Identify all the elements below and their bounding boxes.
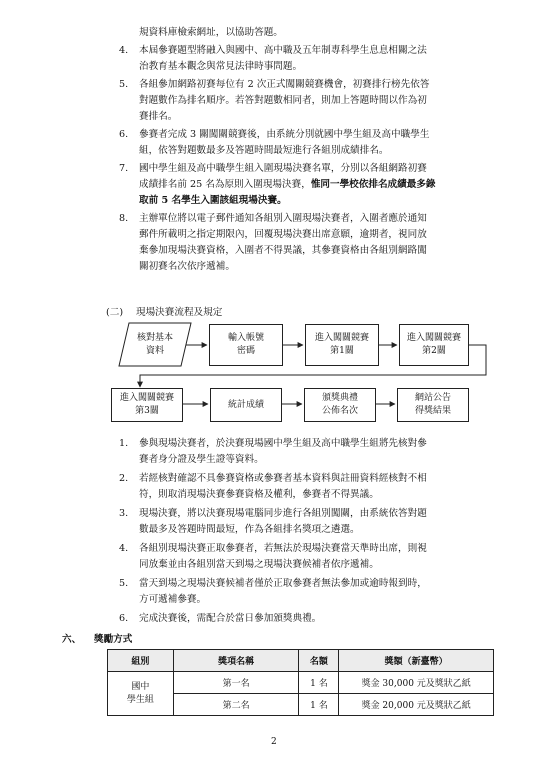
flow-step-verify-data: 核對基本 資料 [136, 333, 173, 356]
rule-text-line: 賽排名。 [139, 111, 178, 122]
table-header-cell: 獎額（新臺幣） [339, 650, 494, 672]
flow-step-website-announcement: 網站公告 得獎結果 [397, 388, 469, 422]
flow-step-award-ceremony: 頒獎典禮 公佈名次 [304, 388, 376, 422]
section-number: (二) [106, 307, 124, 318]
continuation-text: 規資料庫檢索網址，以協助答題。 [139, 27, 283, 38]
rule-text-line: 對題數作為排名順序。若答對題數相同者，則加上答題時間以作為初 [139, 95, 427, 106]
final-rule-text-line: 完成決賽後，需配合於當日參加頒獎典禮。 [139, 613, 322, 624]
final-rule-text-line: 若經核對確認不具參賽資格或參賽者基本資料與註冊資料經核對不相 [139, 473, 427, 484]
final-rule-text-line: 符，則取消現場決賽參賽資格及權利，參賽者不得異議。 [139, 489, 379, 500]
rule-text-line: 國中學生組及高中職學生組入圍現場決賽名單，分別以各組網路初賽 [139, 163, 427, 174]
final-rule-text-line: 數最多及答題時間最短，作為各組排名獎項之遴選。 [139, 524, 360, 535]
table-row [108, 672, 494, 694]
flow-step-stage-3: 進入闖關競賽 第3關 [111, 388, 183, 422]
table-cell: 1 名 [299, 672, 339, 694]
final-rule-text-line: 各組別現場決賽正取參賽者，若無法於現場決賽當天準時出席，則視 [139, 543, 427, 554]
flow-step-stage-1: 進入闖關競賽 第1關 [305, 324, 379, 366]
rule-text-line: 關初賽名次依序遞補。 [139, 261, 235, 272]
final-rule-number: 1. [119, 438, 129, 449]
final-rule-number: 3. [119, 508, 129, 519]
flow-step-enter-account: 輸入帳號 密碼 [209, 324, 283, 366]
rule-text-bold: 惟同一學校依排名成績最多錄 [310, 179, 436, 190]
flow-step-tally-scores: 統計成績 [210, 388, 282, 422]
final-rule-text-line: 當天到場之現場決賽候補者僅於正取參賽者無法參加或逾時報到時， [139, 578, 427, 589]
table-cell-group: 國中 學生組 [108, 672, 174, 716]
rule-text-line: 本屆參賽題型將融入與國中、高中職及五年制專科學生息息相關之法 [139, 45, 427, 56]
table-cell: 第二名 [173, 694, 299, 716]
rule-text-line: 參賽者完成 3 關闖關競賽後，由系統分別就國中學生組及高中職學生 [139, 129, 430, 140]
rule-text-line: 組，依答對題數最多及答題時間最短進行各組別成績排名。 [139, 145, 389, 156]
flow-step-stage-2: 進入闖關競賽 第2關 [399, 324, 469, 366]
table-header-cell: 名額 [299, 650, 339, 672]
rule-text-bold-line: 取前 5 名學生入圍該組現場決賽。 [139, 195, 287, 206]
section-number: 六、 [62, 634, 82, 645]
final-rule-text-line: 同放棄並由各組別當天到場之現場決賽候補者依序遞補。 [139, 559, 379, 570]
rule-number: 8. [119, 213, 129, 224]
final-rule-number: 2. [119, 473, 129, 484]
rule-number: 4. [119, 45, 129, 56]
rule-text-line: 郵件所載明之指定期限內，回覆現場決賽出席意願，逾期者，視同放 [139, 229, 427, 240]
table-cell: 第一名 [173, 672, 299, 694]
final-rule-text-line: 賽者身分證及學生證等資料。 [139, 454, 264, 465]
table-cell: 獎金 20,000 元及獎狀乙紙 [339, 694, 494, 716]
table-header-cell: 獎項名稱 [173, 650, 299, 672]
final-rule-number: 4. [119, 543, 129, 554]
final-rule-text-line: 方可遞補參賽。 [139, 594, 207, 605]
final-rule-number: 5. [119, 578, 129, 589]
section-title: 獎勵方式 [94, 634, 133, 645]
table-cell: 1 名 [299, 694, 339, 716]
rule-number: 7. [119, 163, 129, 174]
rule-text-line: 主辦單位將以電子郵件通知各組別入圍現場決賽者，入圍者應於通知 [139, 213, 427, 224]
page-number: 2 [271, 737, 277, 747]
final-rule-text-line: 參與現場決賽者，於決賽現場國中學生組及高中職學生組將先核對參 [139, 438, 427, 449]
final-rule-number: 6. [119, 613, 129, 624]
rule-text-line: 棄參加現場決賽資格，入圍者不得異議，其參賽資格由各組別網路闖 [139, 245, 427, 256]
rule-text-line: 治教育基本觀念與常見法律時事問題。 [139, 61, 303, 72]
rule-number: 5. [119, 79, 129, 90]
table-header-cell: 組別 [108, 650, 174, 672]
table-cell: 獎金 30,000 元及獎狀乙紙 [339, 672, 494, 694]
table-header-row [108, 650, 494, 672]
award-table [107, 649, 494, 716]
rule-number: 6. [119, 129, 129, 140]
rule-text-normal: 成績排名前 25 名為原則入圍現場決賽， [139, 179, 311, 190]
final-rule-text-line: 現場決賽，將以決賽現場電腦同步進行各組別闖關，由系統依答對題 [139, 508, 427, 519]
section-title: 現場決賽流程及規定 [136, 307, 223, 318]
rule-text-line: 各組參加網路初賽每位有 2 次正式闖關競賽機會，初賽排行榜先依答 [139, 79, 430, 90]
